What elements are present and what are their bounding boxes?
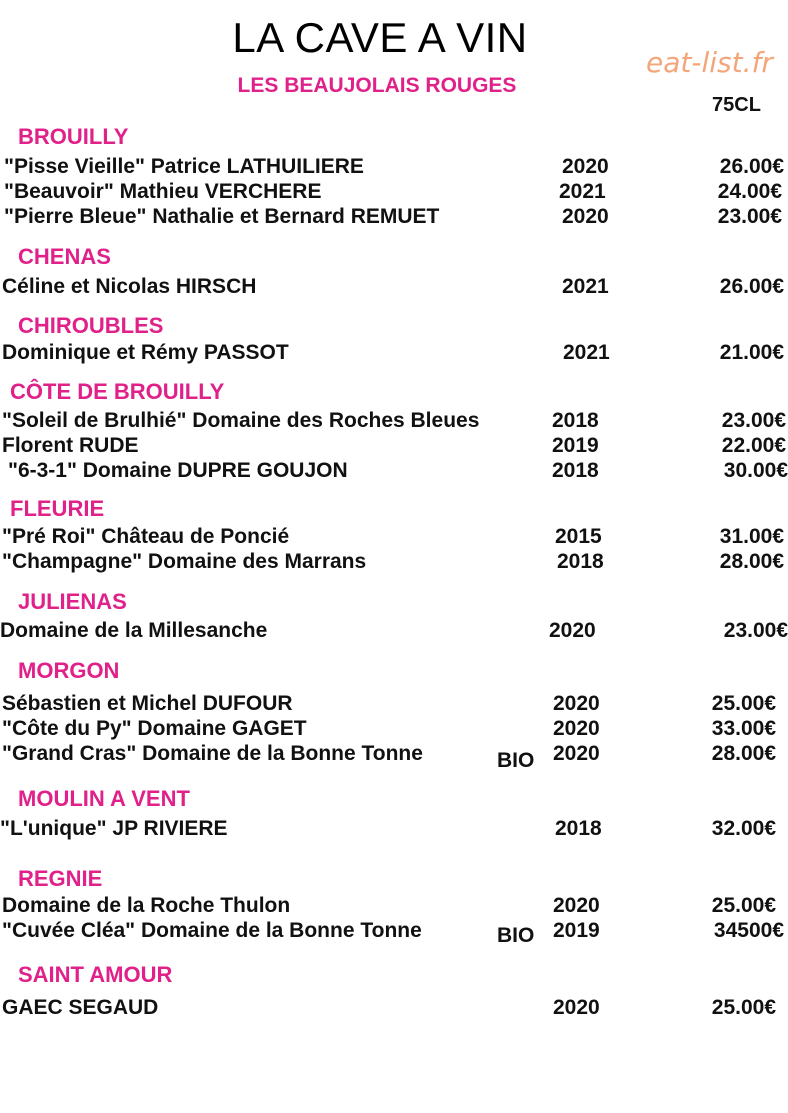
wine-year: 2018 [552,409,599,432]
wine-name: "Pierre Bleue" Nathalie et Bernard REMUET [4,205,440,228]
wine-year: 2020 [553,742,600,765]
wine-price: 26.00€ [719,155,784,178]
section-title-regnie: REGNIE [18,866,103,891]
wine-price: 22.00€ [721,434,786,457]
bio-label: BIO [497,749,535,772]
watermark: eat-list.fr [646,46,773,79]
wine-price: 23.00€ [721,409,786,432]
wine-price: 31.00€ [719,525,784,548]
page-subtitle: LES BEAUJOLAIS ROUGES [237,74,517,97]
wine-year: 2019 [552,434,599,457]
wine-price: 25.00€ [711,692,776,715]
section-title-saint-amour: SAINT AMOUR [18,962,173,987]
wine-row [0,618,788,643]
wine-year: 2020 [553,996,600,1019]
wine-name: "Beauvoir" Mathieu VERCHERE [4,180,322,203]
wine-name: "Cuvée Cléa" Domaine de la Bonne Tonne [2,919,422,942]
wine-year: 2018 [557,550,604,573]
section-title-chiroubles: CHIROUBLES [18,313,164,338]
wine-year: 2015 [555,525,602,548]
wine-row [0,741,788,772]
section-title-morgon: MORGON [18,658,120,683]
section-title-chenas: CHENAS [18,244,111,269]
section-title-fleurie: FLEURIE [10,496,105,521]
wine-year: 2020 [562,155,609,178]
section-title-brouilly: BROUILLY [18,124,129,149]
wine-row [0,524,788,549]
wine-name: "Pisse Vieille" Patrice LATHUILIERE [4,155,364,178]
wine-price: 33.00€ [711,717,776,740]
wine-row [0,691,788,716]
wine-year: 2021 [562,275,609,298]
page-title: LA CAVE A VIN [232,14,528,61]
wine-name: "Grand Cras" Domaine de la Bonne Tonne [2,742,423,765]
wine-year: 2020 [553,717,600,740]
wine-year: 2021 [563,341,610,364]
bio-label: BIO [497,924,535,947]
wine-name: "Soleil de Brulhié" Domaine des Roches Bleues [2,409,480,432]
wine-row [0,340,788,365]
wine-row [0,716,788,741]
wine-price: 26.00€ [719,275,784,298]
wine-name: Domaine de la Millesanche [0,619,268,642]
wine-price: 28.00€ [711,742,776,765]
wine-name: "Côte du Py" Domaine GAGET [2,717,307,740]
section-title-moulin-a-vent: MOULIN A VENT [18,786,190,811]
wine-name: "Pré Roi" Château de Poncié [2,525,290,548]
wine-price: 25.00€ [711,996,776,1019]
wine-row [0,816,788,841]
wine-year: 2020 [549,619,596,642]
wine-row [0,458,788,483]
wine-name: GAEC SEGAUD [2,996,159,1019]
wine-price: 32.00€ [711,817,776,840]
wine-row [0,408,788,433]
wine-year: 2020 [553,692,600,715]
section-title-cote-de-brouilly: CÔTE DE BROUILLY [10,379,225,404]
wine-price: 23.00€ [723,619,788,642]
wine-row [0,918,788,947]
wine-year: 2020 [562,205,609,228]
wine-price: 23.00€ [717,205,782,228]
wine-name: "L'unique" JP RIVIERE [0,817,228,840]
wine-price: 24.00€ [717,180,782,203]
wine-row [0,549,788,574]
wine-year: 2021 [559,180,606,203]
wine-name: Dominique et Rémy PASSOT [2,341,289,364]
wine-name: "6-3-1" Domaine DUPRE GOUJON [8,459,348,482]
wine-row [0,274,788,299]
wine-name: Céline et Nicolas HIRSCH [2,275,257,298]
wine-year: 2018 [552,459,599,482]
wine-name: Florent RUDE [2,434,139,457]
wine-year: 2020 [553,894,600,917]
wine-row [0,893,788,918]
wine-price: 28.00€ [719,550,784,573]
wine-name: Domaine de la Roche Thulon [2,894,291,917]
wine-row [0,433,788,458]
wine-price: 30.00€ [723,459,788,482]
wine-row [0,179,788,204]
wine-price: 34500€ [713,919,784,942]
wine-row [0,995,788,1020]
bottle-size-label: 75CL [712,94,761,116]
wine-name: Sébastien et Michel DUFOUR [2,692,293,715]
wine-year: 2019 [553,919,600,942]
wine-row [0,204,788,229]
wine-price: 25.00€ [711,894,776,917]
wine-row [0,154,788,179]
wine-year: 2018 [555,817,602,840]
wine-price: 21.00€ [719,341,784,364]
section-title-julienas: JULIENAS [18,589,127,614]
wine-name: "Champagne" Domaine des Marrans [2,550,367,573]
